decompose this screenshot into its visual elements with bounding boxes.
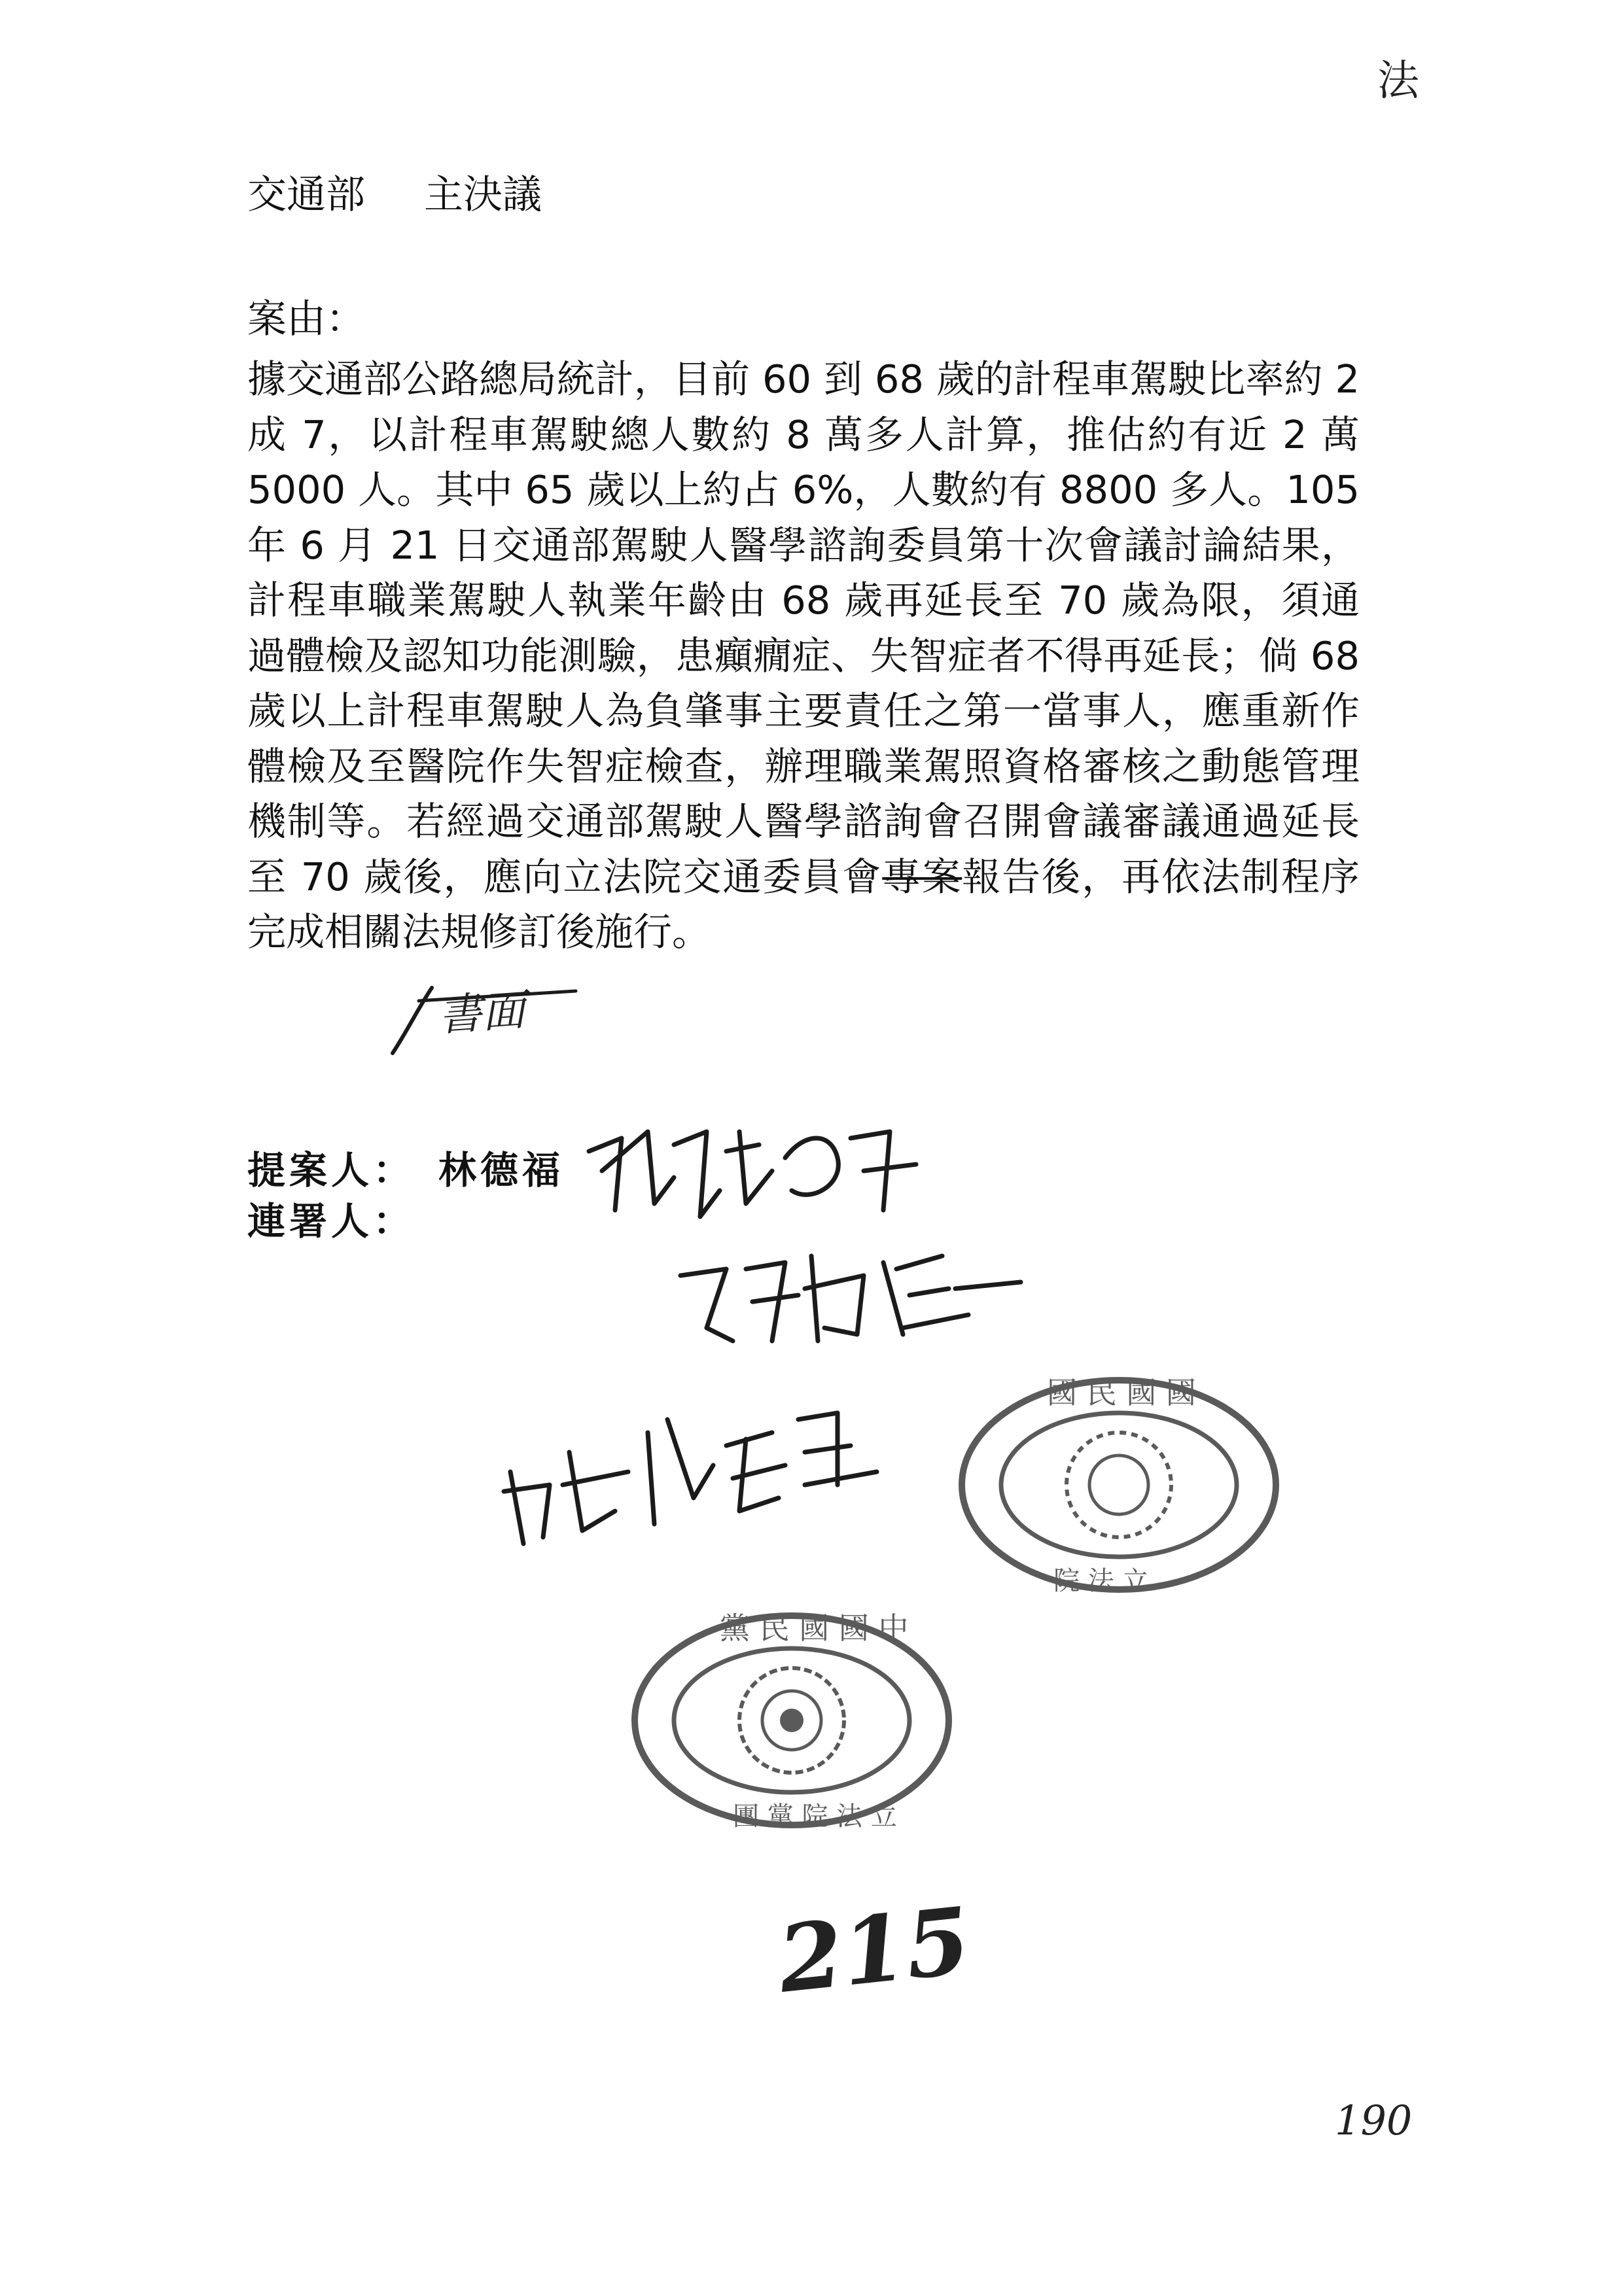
svg-text:院 法 立: 院 法 立 [1053,1566,1149,1596]
proposal-body [247,352,1360,960]
svg-text:黨 民 國 國 中: 黨 民 國 國 中 [720,1610,909,1646]
handwritten-insertion-text: 書面 [436,984,527,1041]
proposer-label: 提案人： [247,1148,415,1192]
signature-proposer [576,1105,942,1236]
cosigner-label: 連署人： [247,1199,415,1244]
body-text-before: 據交通部公路總局統計，目前 60 到 68 歲的計程車駕駛比率約 2 成 7，以計程車駕駛總人數約 8 萬多人計算，推估約有近 2 萬 5000 人。其中 65 歲以上約占 6%，人數約有 8800 多人。105 年 6 月 21 日交通部駕駛人醫學諮詢委員第十次會議討論結果，計程車職業駕駛人執業年齡由 68 歲再延長至 70 歲為限，須通過體檢及認知功能測驗，患癲癇症、失智症者不得再延長；倘 68 歲以上計程車駕駛人為負肇事主要責任之第一當事人，應重新作體檢及至醫院作失智症檢查，辦理職業駕照資格審核之動態管理機制等。若經過交通部駕駛人醫學諮詢會召開會議審議通過延長至 70 歲後，應向立法院交通委員會 [247,357,1360,899]
resolution-type: 主決議 [424,172,542,218]
party-caucus-stamp-second [622,1603,962,1838]
party-caucus-stamp [949,1367,1289,1603]
svg-text:國 民 國 國: 國 民 國 國 [1047,1375,1196,1410]
handwritten-page-number: 190 [1335,2096,1413,2144]
proposer-name: 林德福 [438,1148,565,1192]
document-heading [247,169,542,221]
svg-text:團 黨 院 法 立: 團 黨 院 法 立 [733,1801,897,1832]
signature-cosigner [667,1230,1034,1361]
handwritten-document-number: 215 [773,1887,976,2014]
handwritten-note [497,1393,903,1563]
corner-handwritten-mark: 法 [1377,57,1419,105]
body-text-after: 報告後，再依法制程序完成相關法規修訂後施行。 [247,854,1360,954]
section-label: 案由： [247,296,365,342]
department-name: 交通部 [247,172,365,218]
struck-text: 專案 [882,854,962,899]
